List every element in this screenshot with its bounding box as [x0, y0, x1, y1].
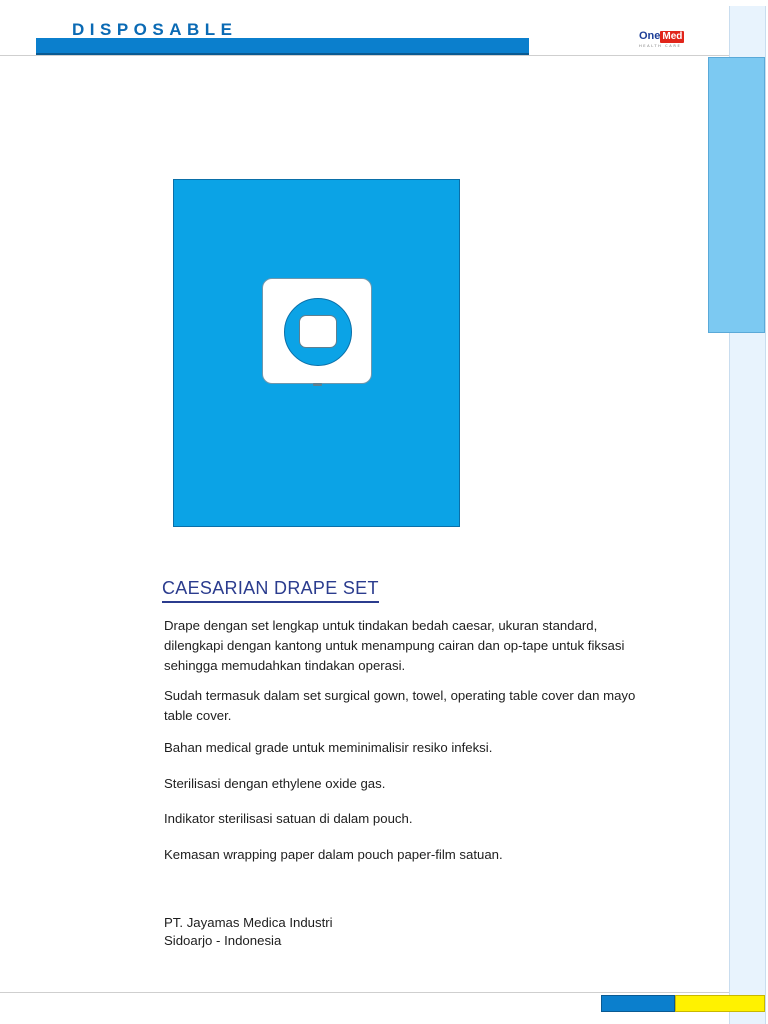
- description-paragraph: Indikator sterilisasi satuan di dalam pouch.: [164, 811, 413, 826]
- header-bar: [36, 38, 529, 55]
- description-paragraph: Sudah termasuk dalam set surgical gown, towel, operating table cover dan mayo table cover.: [164, 688, 636, 723]
- company-info: [164, 914, 333, 950]
- footer-yellow-block: [675, 995, 765, 1012]
- company-name: PT. Jayamas Medica Industri: [164, 915, 333, 930]
- footer-blue-block: [601, 995, 675, 1012]
- logo-text-med: Med: [662, 30, 683, 42]
- side-tab-marker: [708, 57, 765, 333]
- drape-fenestration-panel: [262, 278, 372, 384]
- onemed-logo: [639, 30, 693, 50]
- description-paragraph: Sterilisasi dengan ethylene oxide gas.: [164, 776, 386, 791]
- drape-illustration: [173, 179, 460, 527]
- product-title: CAESARIAN DRAPE SET: [162, 578, 379, 603]
- footer-divider: [0, 992, 729, 993]
- drape-incise-ring: [284, 298, 352, 366]
- logo-text-one: One: [639, 30, 661, 42]
- logo-tagline: HEALTH CARE: [639, 44, 682, 48]
- company-location: Sidoarjo - Indonesia: [164, 933, 282, 948]
- description-paragraph: Kemasan wrapping paper dalam pouch paper-film satuan.: [164, 847, 503, 862]
- section-title: DISPOSABLE: [72, 20, 238, 39]
- description-paragraph: Drape dengan set lengkap untuk tindakan bedah caesar, ukuran standard, dilengkapi dengan kantong untuk menampung cairan dan op-tape untuk fiksasi sehingga memudahkan tindakan operasi.: [164, 618, 625, 673]
- drape-incise-opening: [299, 315, 337, 348]
- header-divider: [0, 55, 729, 56]
- drape-tab: [313, 383, 322, 386]
- description-paragraph: Bahan medical grade untuk meminimalisir resiko infeksi.: [164, 740, 493, 755]
